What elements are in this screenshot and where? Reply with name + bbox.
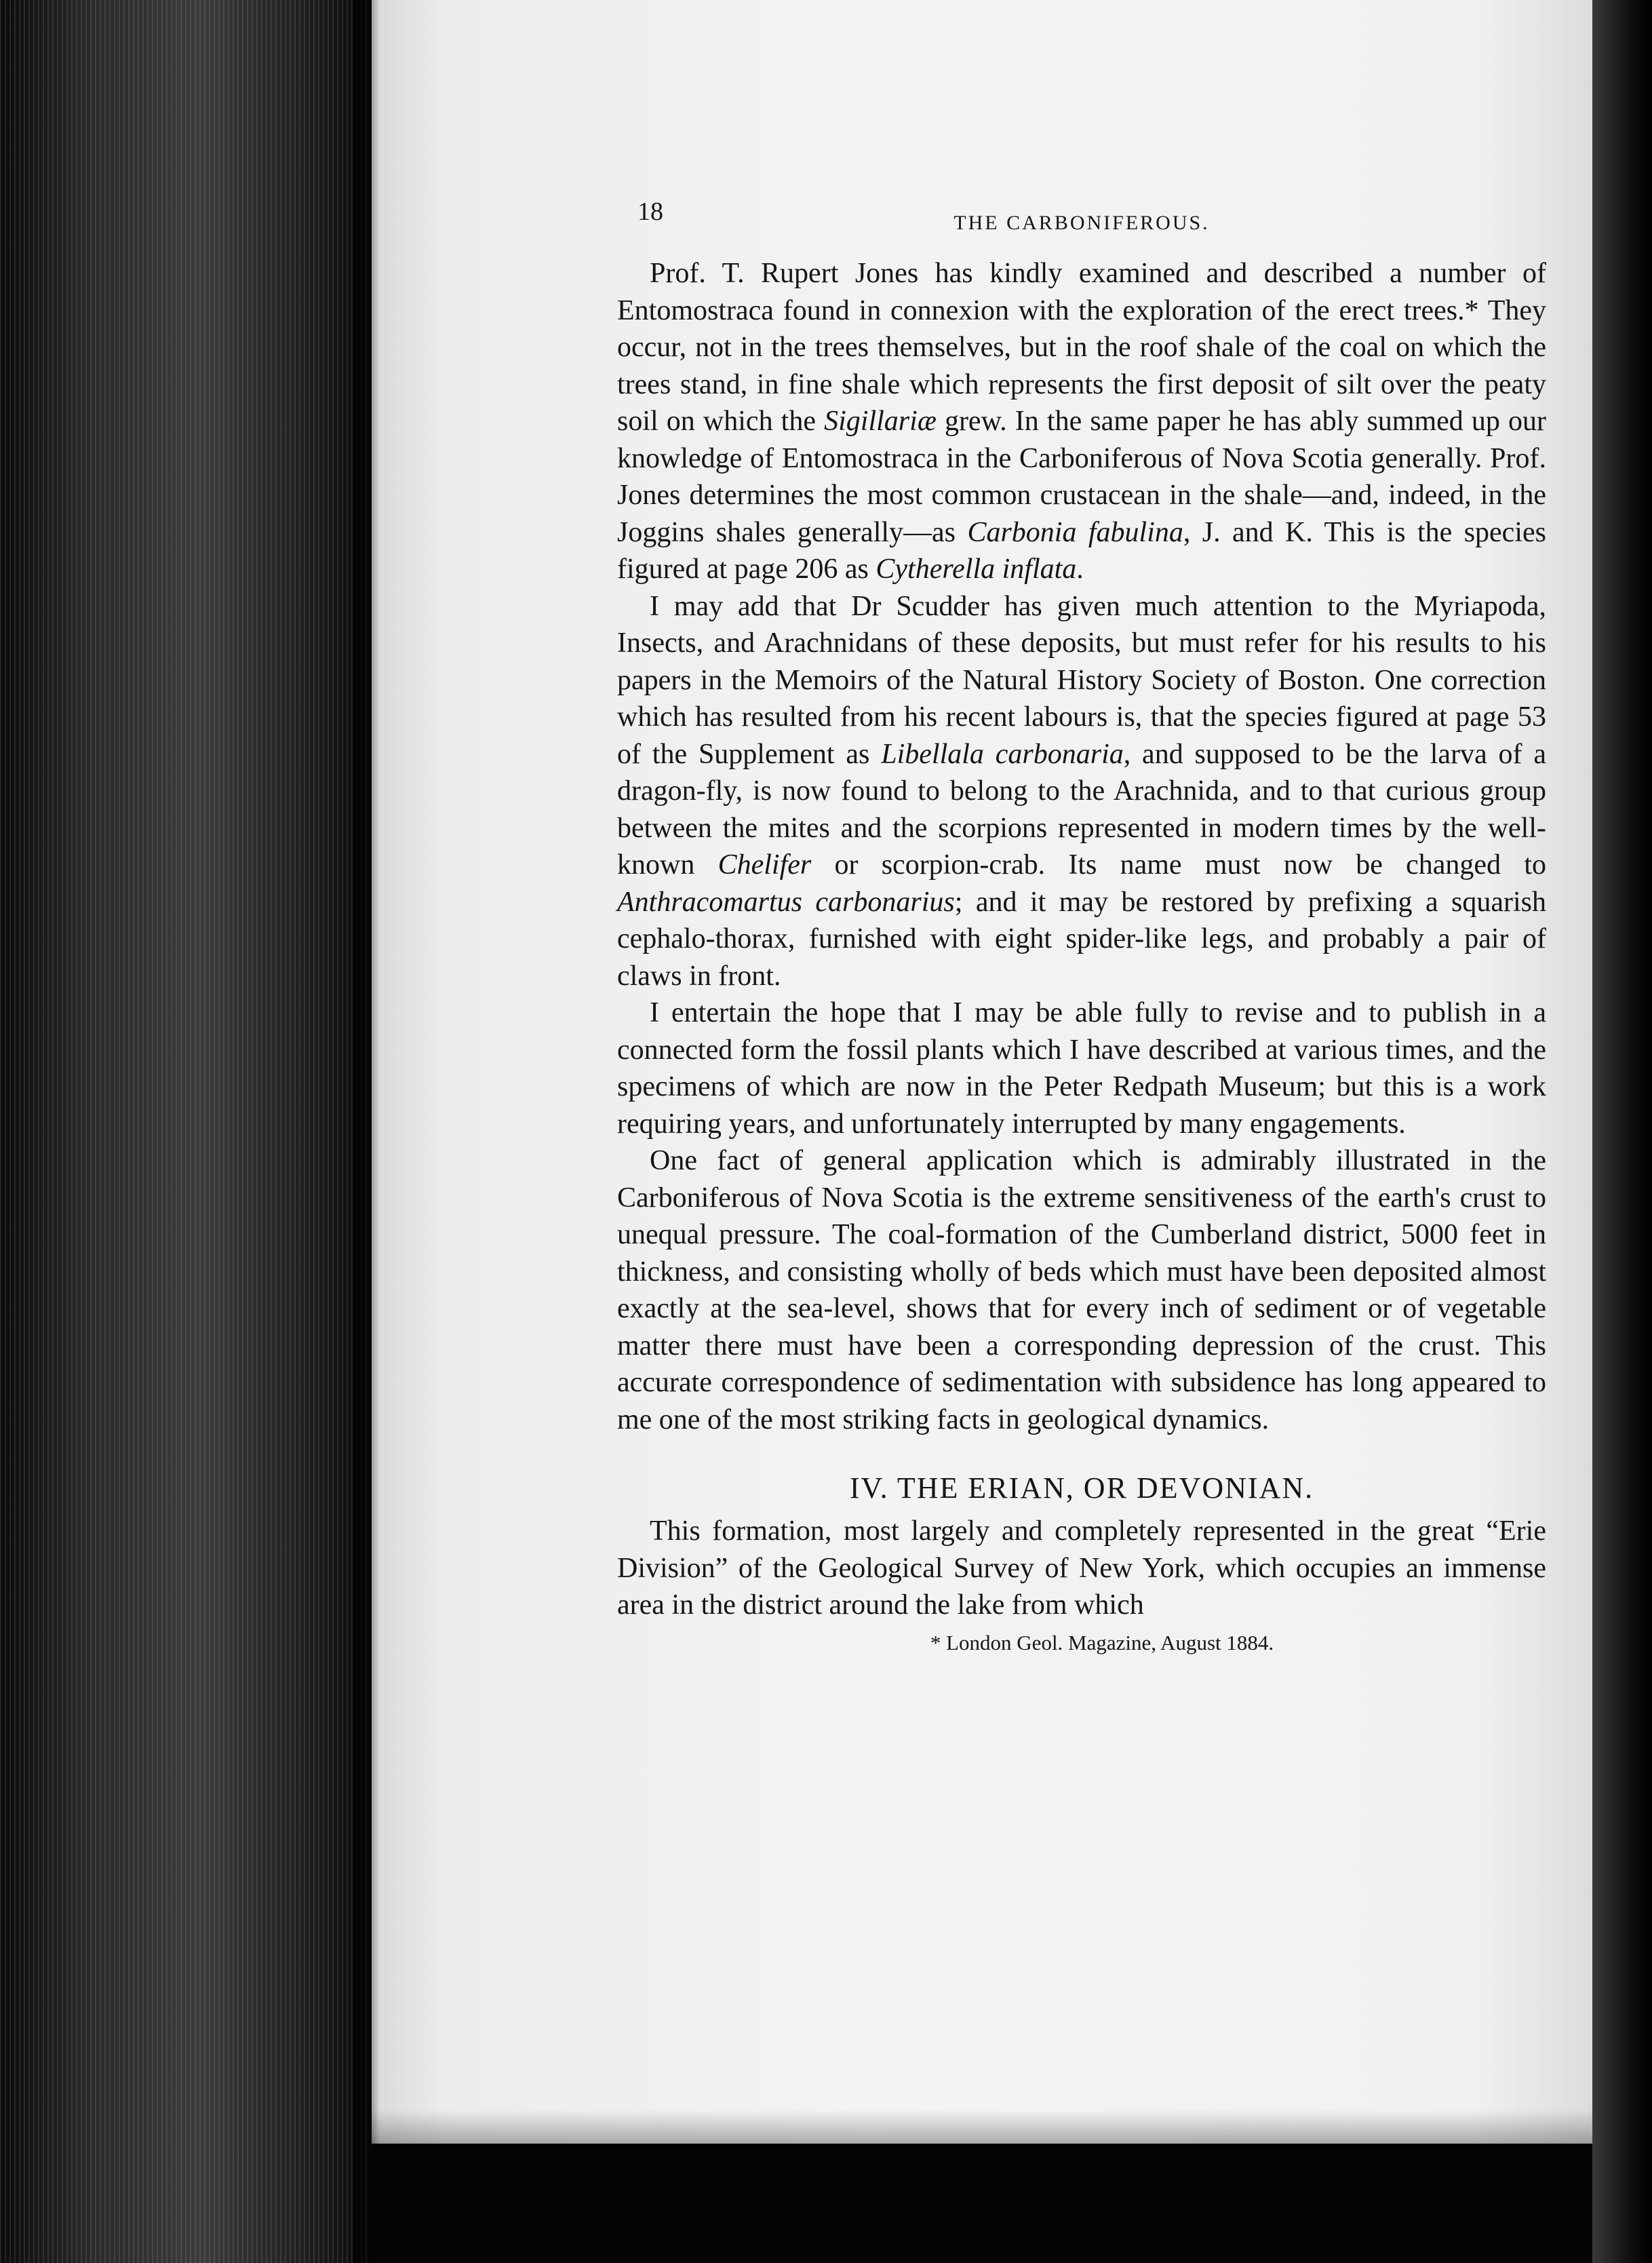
text-run: grew. In the same paper he has ably summed up our knowledge of Entomostraca in the Carboniferous of Nova Scotia generally. Prof. Jones determines the most common crustacean in the shale—and, indeed, in the Joggins shales generally—as — [617, 406, 1547, 548]
text-run: , and supposed to be the larva of a dragon-fly, is now found to belong to the Arachnida, and to that curious group between the mites and the scorpions represented in modern times by the well-known — [617, 738, 1546, 881]
text-run: Prof. T. Rupert Jones has kindly examined and described a number of Entomostraca found in connexion with the exploration of the erect trees.* They occur, not in the trees themselves, but in the roof shale of the coal on which the trees stand, in fine shale which represents the first deposit of silt over the peaty soil on which the — [617, 258, 1546, 437]
text-run: I may add that Dr Scudder has given much attention to the Myriapoda, Insects, and Arachnidans of these deposits, but must refer for his results to his papers in the Memoirs of the Natural History Society of Boston. One correction which has resulted from his recent labours is, that the species figured at page 53 of the Supplement as — [617, 590, 1546, 770]
page-bottom-shadow — [372, 2110, 1592, 2150]
paragraph — [617, 255, 1546, 588]
text-run: , J. and K. This is the species figured at page 206 as — [617, 516, 1546, 585]
text-run: ; and it may be restored by prefixing a squarish cephalo-thorax, furnished with eight spider-like legs, and probably a pair of claws in front. — [617, 886, 1546, 992]
running-title: THE CARBONIFEROUS. — [953, 212, 1210, 234]
page-number: 18 — [637, 197, 663, 226]
italic-text: Cytherella inflata — [876, 554, 1077, 585]
text-run: I entertain the hope that I may be able fully to revise and to publish in a connected form the fossil plants which I have described at various times, and the specimens of which are now in the Peter Redpath Museum; but this is a work requiring years, and unfortunately interrupted by many engagements. — [617, 997, 1546, 1140]
paragraph — [617, 1142, 1546, 1438]
italic-text: Sigillariæ — [824, 406, 937, 437]
running-head — [617, 197, 1546, 237]
text-run: One fact of general application which is admirably illustrated in the Carboniferous of Nova Scotia is the extreme sensitiveness of the earth's crust to unequal pressure. The coal-formation of the Cumberland district, 5000 feet in thickness, and consisting wholly of beds which must have been deposited almost exactly at the sea-level, shows that for every inch of sediment or of vegetable matter there must have been a corresponding depression of the crust. This accurate correspondence of sedimentation with subsidence has long appeared to me one of the most striking facts in geological dynamics. — [617, 1145, 1546, 1435]
text-run: or scorpion-crab. Its name must now be changed to — [811, 849, 1546, 881]
paragraph — [617, 994, 1546, 1142]
italic-text: Anthracomartus carbonarius — [617, 886, 955, 918]
italic-text: Carbonia fabulina — [967, 516, 1183, 548]
text-run: . — [1076, 554, 1084, 585]
italic-text: Chelifer — [717, 849, 812, 881]
footnote: * London Geol. Magazine, August 1884. — [930, 1630, 1274, 1655]
paragraph — [617, 588, 1546, 995]
right-page-edge — [1592, 0, 1652, 2263]
page-content — [617, 197, 1546, 1657]
section-paragraph: This formation, most largely and completely represented in the great “Erie Division” of the Geological Survey of New York, which occupies an immense area in the district around the lake from which — [617, 1515, 1546, 1621]
italic-text: Libellala carbonaria — [881, 738, 1124, 770]
section-heading: IV. THE ERIAN, OR DEVONIAN. — [849, 1471, 1314, 1505]
body-text — [617, 255, 1546, 1438]
gutter-shadow — [353, 0, 380, 2263]
book-spine-edge — [0, 0, 370, 2263]
